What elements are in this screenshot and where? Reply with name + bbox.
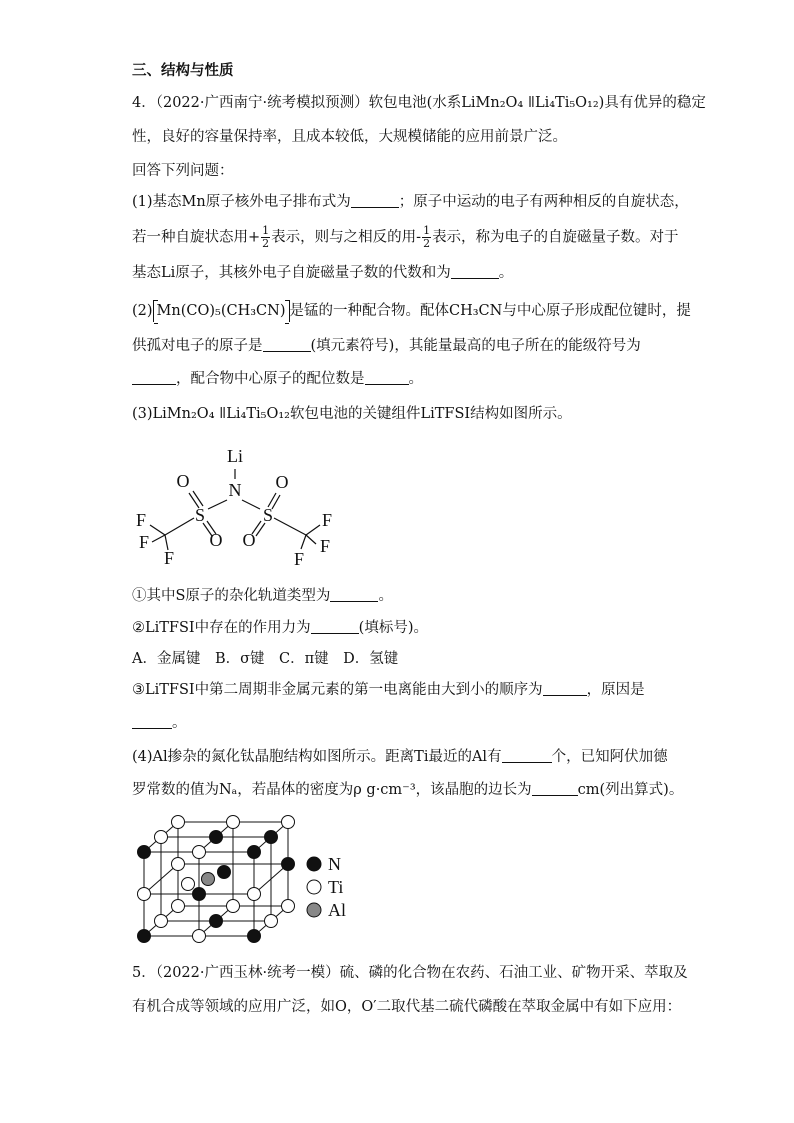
answer-blank[interactable] [330,587,378,602]
q4-part3-sub2: ②LiTFSI中存在的作用力为 (填标号)。 [132,620,428,636]
atom-ti [282,816,295,829]
bond-c-f [152,535,165,542]
answer-blank[interactable] [351,193,399,208]
legend-swatch-ti [307,880,321,894]
answer-blank[interactable] [451,264,499,279]
atom-ti [155,831,168,844]
q4-part4-line-2: 罗常数的值为Nₐ，若晶体的密度为ρ g·cm⁻³，该晶胞的边长为 cm(列出算式)。 [132,782,684,798]
answer-blank[interactable] [263,337,311,352]
atom-n [248,930,261,943]
fraction-half: $\frac{1}{2}$ [262,224,270,250]
crystal-cell-diagram [128,812,368,952]
atom-f: F [293,549,305,569]
atom-li: Li [227,446,243,466]
complex-formula: Mn(CO)₅(CH₃CN) [153,300,290,322]
bond-s-o [193,491,203,506]
bond-s-c [165,518,194,535]
q4-part2-line-2: 供孤对电子的原子是 (填元素符号)，其能量最高的电子所在的能级符号为 [132,338,641,354]
atom-o: O [275,472,289,492]
atom-o: O [242,530,256,550]
atom-f: F [135,510,147,530]
atom-s: S [194,505,206,525]
atom-ti [172,858,185,871]
atom-n [193,888,206,901]
q4-choices: A．金属键 B．σ键 C．π键 D．氢键 [132,651,399,667]
q4-part2-line-3: ，配合物中心原子的配位数是 。 [132,368,423,390]
section-title: 三、结构与性质 [132,62,234,79]
bond-c-f [306,535,316,544]
answer-blank[interactable] [132,714,172,729]
q5-line-2: 有机合成等领域的应用广泛，如O，O′二取代基二硫代磷酸在萃取金属中有如下应用： [132,999,682,1015]
atom-ti [227,816,240,829]
q4-part3-line-1: (3)LiMn₂O₄ ǁLi₄Ti₅O₁₂软包电池的关键组件LiTFSI结构如图所示。 [132,406,572,422]
legend-swatch-n [307,857,321,871]
legend-label-al: Al [328,900,346,920]
legend-swatch-al [307,903,321,917]
bond-n-s [208,500,227,509]
atom-n [282,858,295,871]
q4-part1-line-3: 基态Li原子，其核外电子自旋磁量子数的代数和为 。 [132,265,514,281]
atom-ti [248,888,261,901]
answer-blank[interactable] [543,681,587,696]
answer-blank[interactable] [532,781,578,796]
q5-line-1: 5．（2022·广西玉林·统考一模）硫、磷的化合物在农药、石油工业、矿物开采、萃取及 [132,965,688,981]
bond-s-c [274,518,306,535]
q4-intro-line-1: 4．（2022·广西南宁·统考模拟预测）软包电池(水系LiMn₂O₄ ǁLi₄Ti₅O₁₂)具有优异的稳定 [132,95,706,111]
atom-n [210,831,223,844]
q4-part3-sub3-cont: 。 [132,712,187,734]
atom-ti [193,846,206,859]
atom-n [138,846,151,859]
atom-f: F [319,536,331,556]
q4-part1-line-2: 若一种自旋状态用+ $\frac{1}{2}$ 表示，则与之相反的用- $\frac{1}{2}$ 表示，称为电子的自旋磁量子数。对于 [132,224,679,250]
atom-f: F [321,510,333,530]
atom-ti [155,915,168,928]
q4-part3-sub1: ①其中S原子的杂化轨道类型为 。 [132,588,393,604]
bond-n-s [242,500,260,509]
atom-al [202,873,215,886]
atom-f: F [163,548,175,568]
q4-intro-line-2: 性，良好的容量保持率，且成本较低，大规模储能的应用前景广泛。 [132,129,567,145]
q4-prompt: 回答下列问题： [132,163,234,179]
fraction-half: $\frac{1}{2}$ [423,224,431,250]
atom-s: S [262,505,274,525]
bond-c-f [306,525,320,535]
atom-n [218,866,231,879]
atom-o: O [176,471,190,491]
answer-blank[interactable] [365,370,409,385]
q4-part1-line-1: (1)基态Mn原子核外电子排布式为 ；原子中运动的电子有两种相反的自旋状态， [132,194,689,210]
q4-part4-line-1: (4)Al掺杂的氮化钛晶胞结构如图所示。距离Ti最近的Al有 个，已知阿伏加德 [132,749,668,765]
bond-c-f [150,525,165,535]
answer-blank[interactable] [311,619,359,634]
q4-part2-line-1: (2) Mn(CO)₅(CH₃CN) 是锰的一种配合物。配体CH₃CN与中心原子形成配位键时，提 [132,300,691,322]
atom-ti [282,900,295,913]
bond-c-f [301,535,306,549]
atom-ti [182,878,195,891]
answer-blank[interactable] [132,370,176,385]
atom-n [248,846,261,859]
cell-legend [307,854,346,920]
atom-n [265,831,278,844]
q4-part3-sub3: ③LiTFSI中第二周期非金属元素的第一电离能由大到小的顺序为 ，原因是 [132,682,645,698]
atom-n [138,930,151,943]
legend-label-ti: Ti [328,877,344,897]
atom-ti [193,930,206,943]
atom-ti [138,888,151,901]
atom-ti [172,816,185,829]
atom-o: O [209,530,223,550]
atom-ti [172,900,185,913]
atom-n [210,915,223,928]
atom-ti [265,915,278,928]
answer-blank[interactable] [502,748,552,763]
litfsi-structure [128,438,358,578]
atom-f: F [138,532,150,552]
atom-n: N [228,480,242,500]
legend-label-n: N [328,854,341,874]
atom-ti [227,900,240,913]
